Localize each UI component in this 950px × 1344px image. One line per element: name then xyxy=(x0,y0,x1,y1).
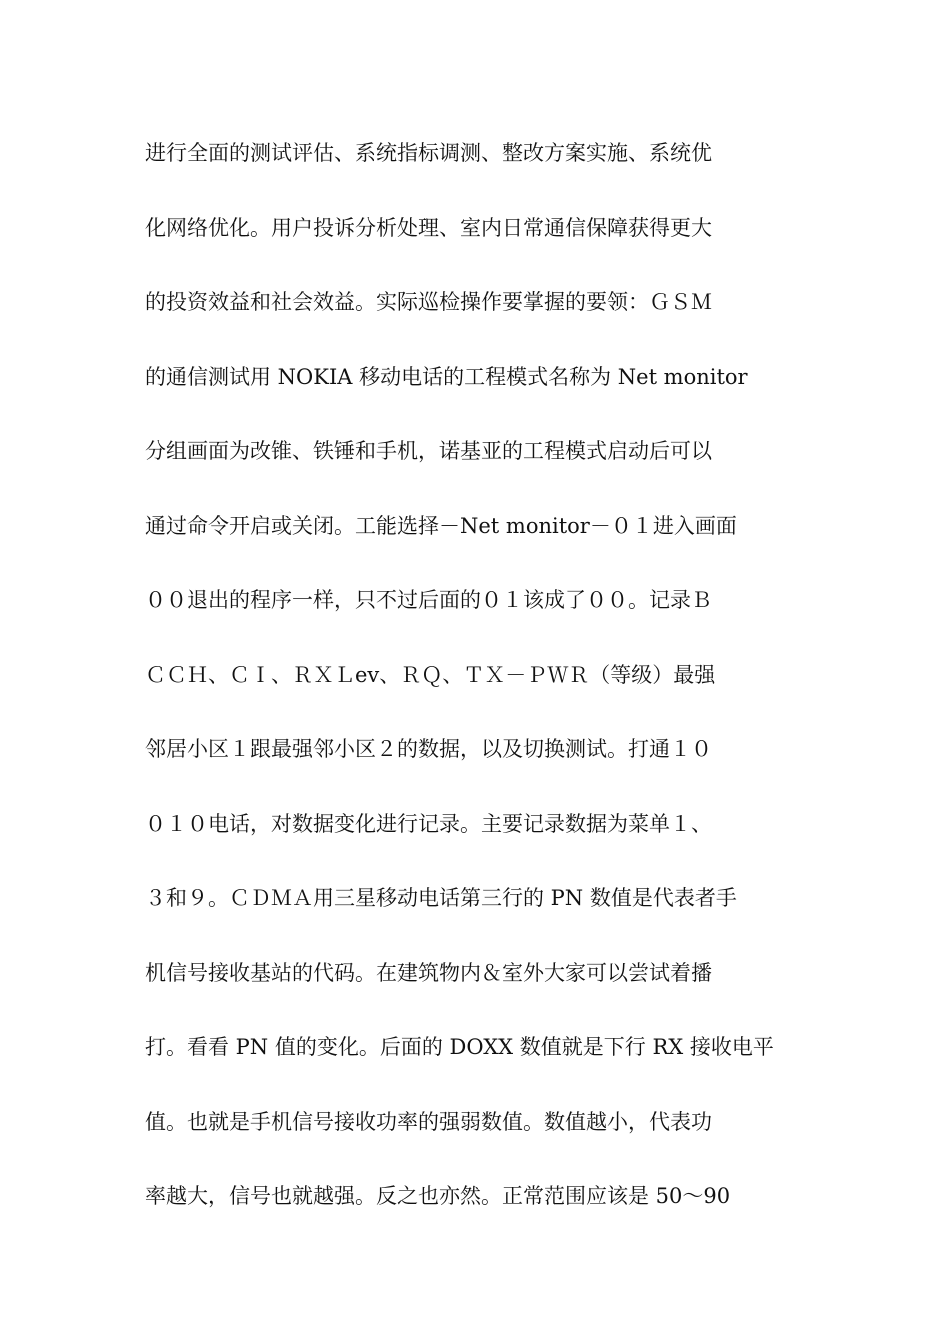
text-line: 的通信测试用 NOKIA 移动电话的工程模式名称为 Net monitor xyxy=(145,364,748,389)
text-line: 化网络优化。用户投诉分析处理、室内日常通信保障获得更大 xyxy=(145,215,712,240)
text-line: ００退出的程序一样，只不过后面的０１该成了００。记录Ｂ xyxy=(145,588,712,612)
text-line: ０１０电话，对数据变化进行记录。主要记录数据为菜单１、 xyxy=(145,811,712,836)
text-line: 进行全面的测试评估、系统指标调测、整改方案实施、系统优 xyxy=(145,141,712,165)
text-line: 率越大，信号也就越强。反之也亦然。正常范围应该是 50～90 xyxy=(145,1184,731,1208)
text-line: ３和９。ＣＤＭＡ用三星移动电话第三行的 PN 数值是代表者手 xyxy=(145,886,737,910)
text-line: 通过命令开启或关闭。工能选择－Net monitor－０１进入画面 xyxy=(145,513,737,538)
body-text xyxy=(145,130,810,1248)
text-line: 的投资效益和社会效益。实际巡检操作要掌握的要领：ＧＳＭ xyxy=(145,290,712,314)
text-line: 值。也就是手机信号接收功率的强弱数值。数值越小，代表功 xyxy=(145,1109,712,1134)
text-line: 邻居小区１跟最强邻小区２的数据，以及切换测试。打通１０ xyxy=(145,737,712,761)
text-line: 分组画面为改锥、铁锤和手机，诺基亚的工程模式启动后可以 xyxy=(145,439,712,463)
text-line: ＣＣＨ、ＣＩ、ＲＸＬev、ＲＱ、ＴＸ－ＰＷＲ（等级）最强 xyxy=(145,662,716,687)
text-line: 机信号接收基站的代码。在建筑物内＆室外大家可以尝试着播 xyxy=(145,960,712,985)
text-line: 打。看看 PN 值的变化。后面的 DOXX 数值就是下行 RX 接收电平 xyxy=(145,1035,774,1059)
